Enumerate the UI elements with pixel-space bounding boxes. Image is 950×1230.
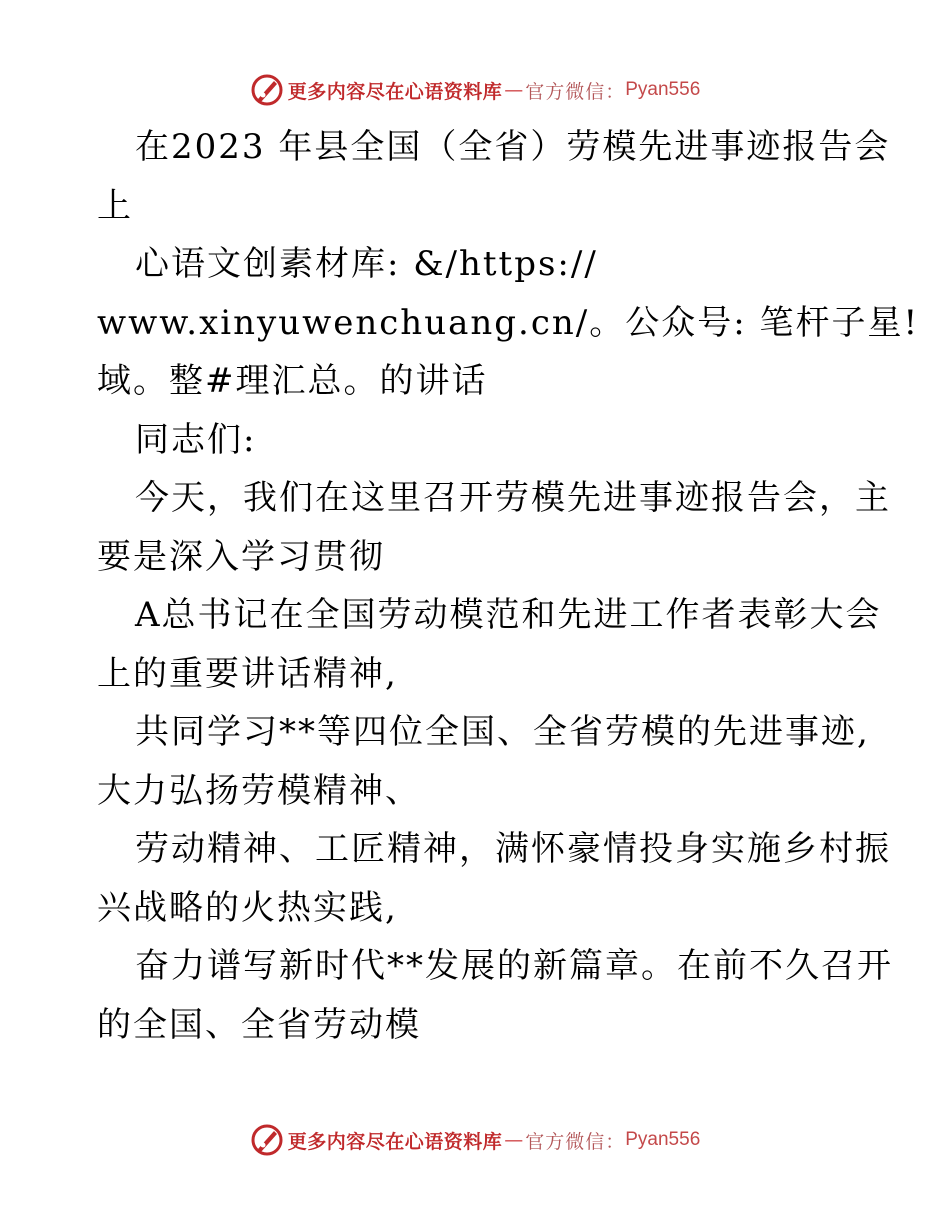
- paragraph-line: 大力弘扬劳模精神、: [97, 770, 421, 811]
- watermark-dash: —: [504, 1129, 524, 1151]
- paragraph-line: 上的重要讲话精神,: [97, 653, 398, 694]
- paragraph-line: 劳动精神、工匠精神，满怀豪情投身实施乡村振: [135, 829, 891, 869]
- watermark-official-label: 官方微信：: [525, 80, 626, 103]
- paragraph-line: 要是深入学习贯彻: [97, 536, 385, 577]
- paragraph-line: 奋力谱写新时代**发展的新篇章。在前不久召开: [135, 946, 893, 986]
- paragraph-line: 上: [97, 185, 133, 226]
- paragraph-line: 在2023 年县全国（全省）劳模先进事迹报告会: [135, 127, 891, 167]
- watermark-wechat-id: Pyan556: [625, 79, 701, 100]
- paragraph-line: 同志们:: [135, 419, 257, 460]
- paragraph-line: 心语文创素材库: &/https://: [135, 244, 598, 284]
- paragraph-line: 域。整#理汇总。的讲话: [97, 361, 488, 401]
- paragraph-line: 今天，我们在这里召开劳模先进事迹报告会，主: [135, 478, 891, 518]
- document-body: [97, 118, 920, 1054]
- watermark-text: 更多内容尽在心语资料库: [287, 1130, 503, 1153]
- paragraph-line: 的全国、全省劳动模: [97, 1004, 421, 1045]
- watermark-official-label: 官方微信：: [525, 1130, 626, 1153]
- pen-logo-icon: [250, 73, 284, 107]
- watermark-wechat-id: Pyan556: [625, 1129, 701, 1150]
- paragraph-line: A总书记在全国劳动模范和先进工作者表彰大会: [135, 595, 882, 635]
- paragraph-line: 兴战略的火热实践,: [97, 887, 398, 928]
- paragraph-line: www.xinyuwenchuang.cn/。公众号: 笔杆子星!: [97, 302, 920, 343]
- watermark-header: [0, 70, 950, 110]
- watermark-text: 更多内容尽在心语资料库: [287, 80, 503, 103]
- pen-logo-icon: [250, 1123, 284, 1157]
- watermark-dash: —: [504, 79, 524, 101]
- paragraph-line: 共同学习**等四位全国、全省劳模的先进事迹,: [135, 712, 870, 752]
- watermark-footer: [0, 1120, 950, 1160]
